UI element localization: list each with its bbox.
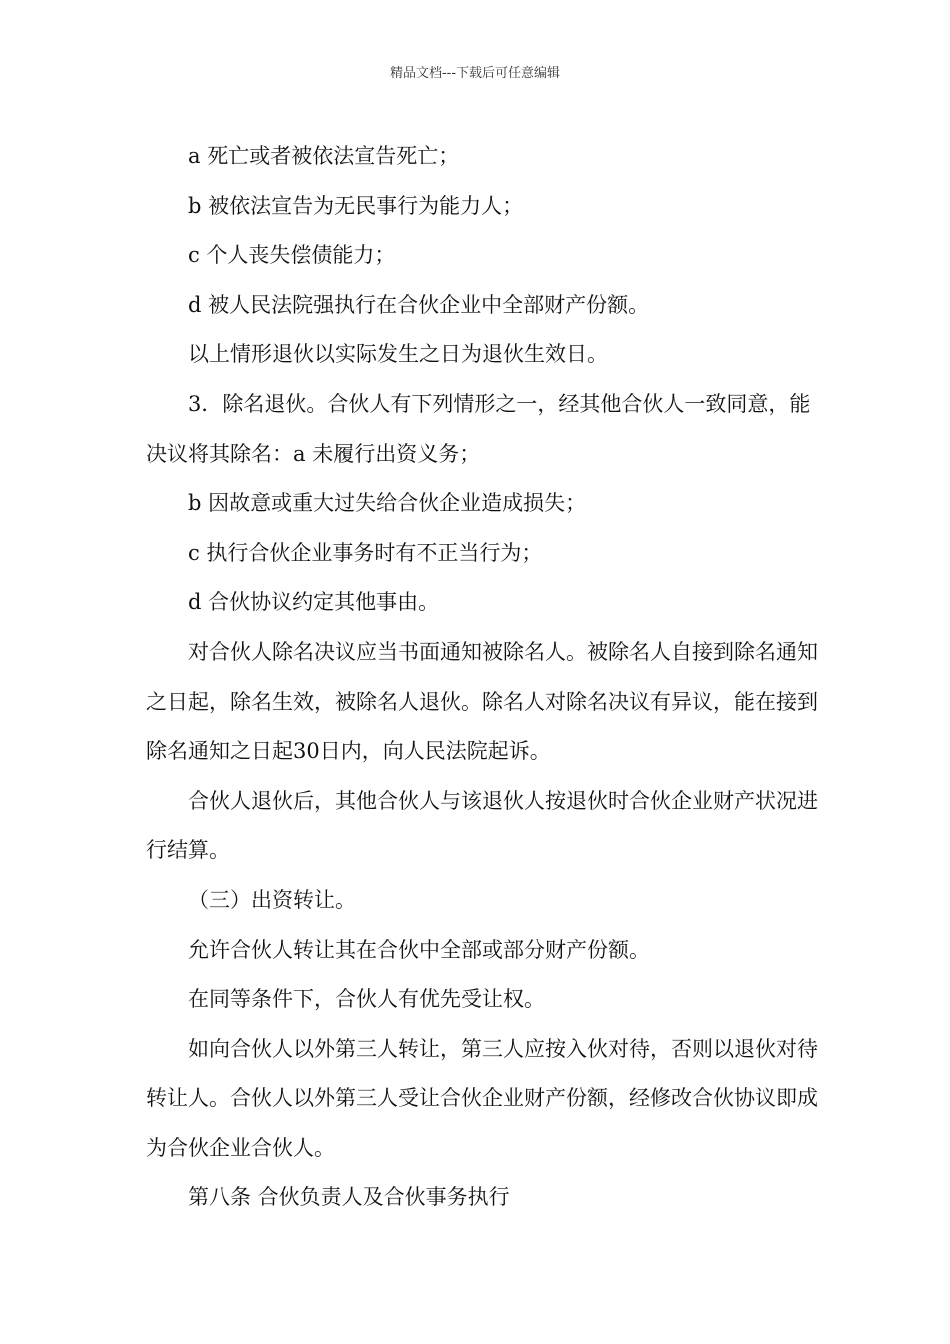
document-body	[146, 132, 822, 1223]
paragraph-effective-date: 以上情形退伙以实际发生之日为退伙生效日。	[188, 342, 608, 367]
paragraph-misconduct: c 执行合伙企业事务时有不正当行为；	[188, 540, 543, 565]
paragraph-enforcement: d 被人民法院强执行在合伙企业中全部财产份额。	[188, 292, 650, 317]
page-header: 精品文档---下载后可任意编辑	[389, 66, 561, 81]
paragraph-incapacity: b 被依法宣告为无民事行为能力人；	[188, 193, 524, 218]
paragraph-other-reasons: d 合伙协议约定其他事由。	[188, 590, 440, 615]
paragraph-expulsion-notice: 对合伙人除名决议应当书面通知被除名人。被除名人自接到除名通知之日起，除名生效，被除名人退伙。除名人对除名决议有异议，能在接到除名通知之日起30日内，向人民法院起诉。	[146, 639, 818, 764]
paragraph-third-party-transfer: 如向合伙人以外第三人转让，第三人应按入伙对待，否则以退伙对待转让人。合伙人以外第三人受让合伙企业财产份额，经修改合伙协议即成为合伙企业合伙人。	[146, 1036, 818, 1160]
paragraph-transfer-allowed: 允许合伙人转让其在合伙中全部或部分财产份额。	[188, 937, 650, 962]
paragraph-insolvency: c 个人丧失偿债能力；	[188, 243, 396, 268]
paragraph-settlement: 合伙人退伙后，其他合伙人与该退伙人按退伙时合伙企业财产状况进行结算。	[146, 788, 818, 863]
paragraph-expulsion: 3．除名退伙。合伙人有下列情形之一，经其他合伙人一致同意，能决议将其除名：a 未履行出资义务；	[146, 391, 811, 466]
paragraph-priority-right: 在同等条件下，合伙人有优先受让权。	[188, 987, 545, 1012]
section-heading-transfer: （三）出资转让。	[188, 887, 356, 912]
paragraph-death: a 死亡或者被依法宣告死亡；	[188, 144, 460, 168]
paragraph-loss: b 因故意或重大过失给合伙企业造成损失；	[188, 491, 587, 516]
article-heading-eight: 第八条 合伙负责人及合伙事务执行	[188, 1185, 510, 1210]
